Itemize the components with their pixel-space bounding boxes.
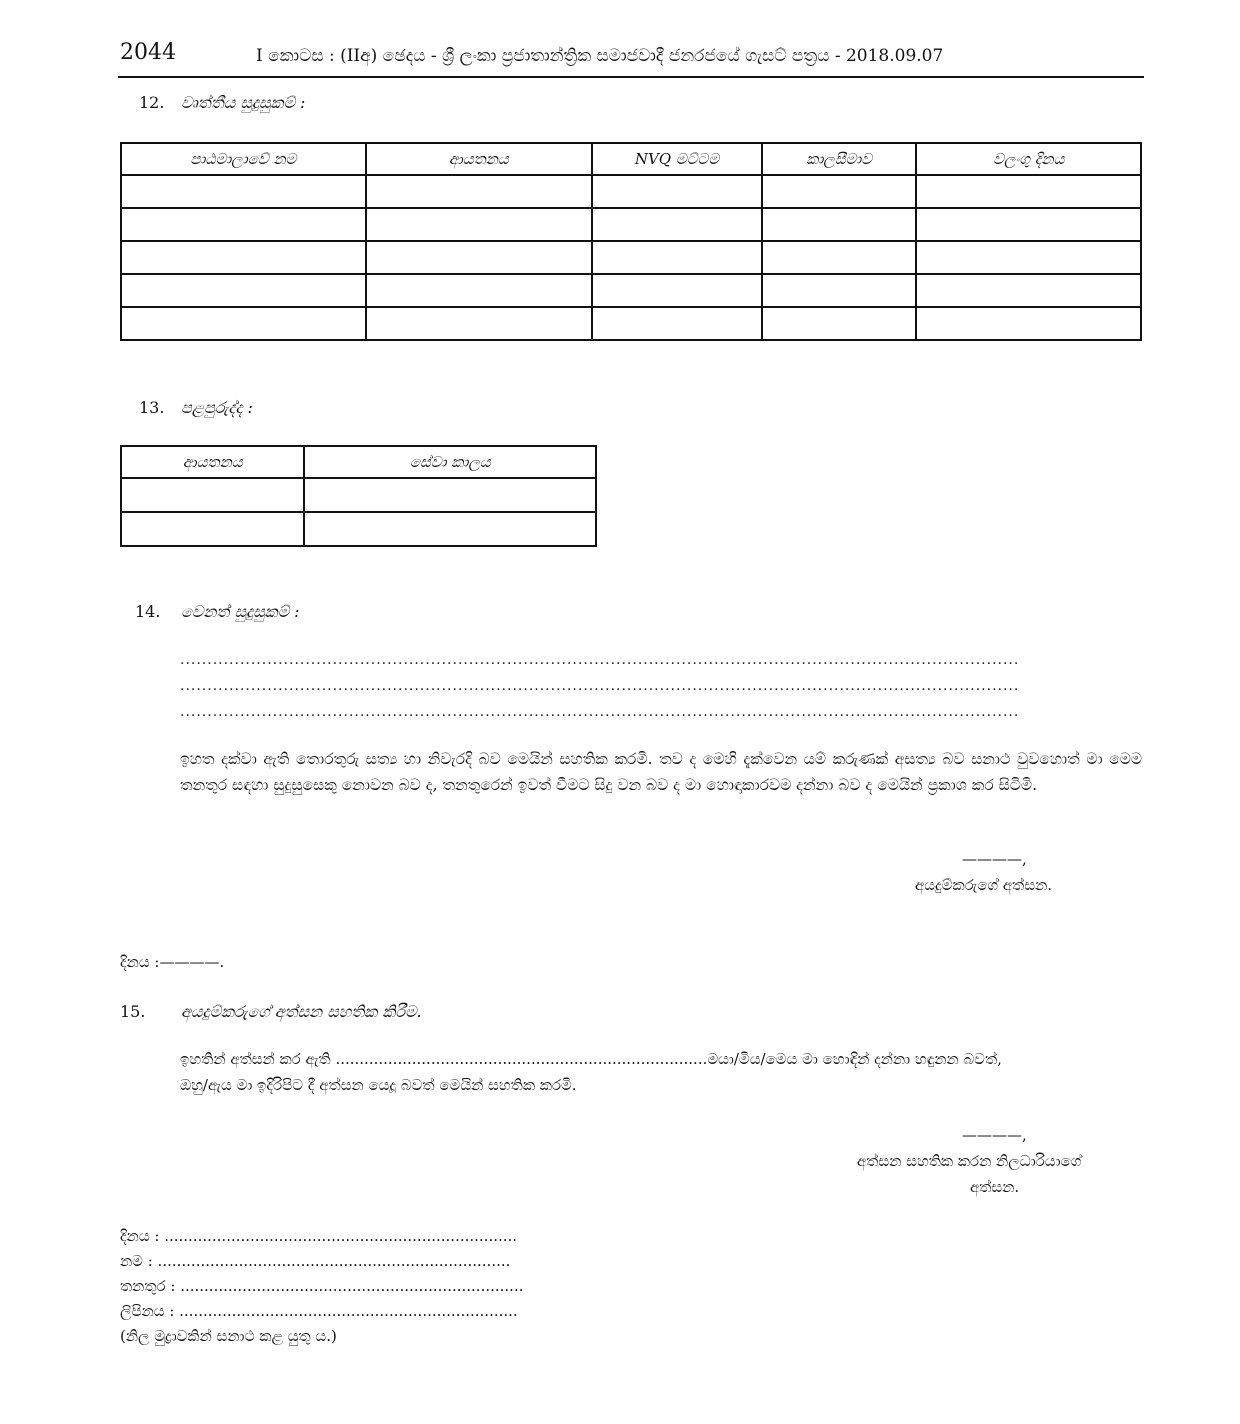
col-valid-date: වලංගු දිනය — [916, 143, 1141, 175]
table-cell[interactable] — [592, 274, 762, 307]
officer-designation-field[interactable]: තනතුර : ........................................................................ — [120, 1277, 524, 1295]
table-cell[interactable] — [121, 274, 366, 307]
section-14-title: වෙනත් සුදුසුකම් : — [181, 602, 300, 621]
table-cell[interactable] — [916, 274, 1141, 307]
declaration-paragraph: ඉහත දක්වා ඇති තොරතුරු සත්‍ය හා නිවැරදි බව මෙයින් සහතික කරමි. තව ද මෙහි දැක්වෙන යම් කරුණක් අසත්‍ය බව සනාථ වුවහොත් මා මෙම තනතුර සඳහා සුදුසුසෙකු නොවන බව ද, තනතුරෙන් ඉවත් වීමට සිදු වන බව ද මා හොඳාකාරවම දන්නා බව ද මෙයින් ප්‍රකාශ කර සිටිමි. — [180, 750, 1142, 794]
col-institution: ආයතනය — [121, 446, 304, 478]
table-cell[interactable] — [762, 175, 917, 208]
table-cell[interactable] — [121, 307, 366, 340]
table-cell[interactable] — [762, 241, 917, 274]
table-cell[interactable] — [366, 175, 593, 208]
table-cell[interactable] — [366, 274, 593, 307]
page-number: 2044 — [120, 40, 176, 65]
table-row — [121, 512, 596, 546]
table-cell[interactable] — [366, 307, 593, 340]
table-header-row — [121, 143, 1141, 175]
table-cell[interactable] — [762, 208, 917, 241]
section-12-title: වෘත්තීය සුදුසුකම් : — [181, 93, 306, 112]
table-cell[interactable] — [121, 512, 304, 546]
table-cell[interactable] — [121, 241, 366, 274]
col-service-period: සේවා කාලය — [304, 446, 596, 478]
table-row — [121, 208, 1141, 241]
col-nvq-level: NVQ මට්ටම — [592, 143, 762, 175]
col-course-name: පාඨමාලාවේ නම — [121, 143, 366, 175]
col-duration: කාලසීමාව — [762, 143, 917, 175]
table-cell[interactable] — [366, 208, 593, 241]
table-cell[interactable] — [916, 241, 1141, 274]
officer-name-field[interactable]: නම : .......................................................................... — [120, 1252, 511, 1270]
section-13-number: 13. — [139, 398, 165, 417]
table-cell[interactable] — [304, 478, 596, 512]
table-cell[interactable] — [762, 307, 917, 340]
table-row — [121, 175, 1141, 208]
applicant-signature-line[interactable]: ————, — [962, 850, 1027, 868]
gazette-header-title: I කොටස : (IIඅ) ඡෙදය - ශ්‍රී ලංකා ප්‍රජාතාන්ත්‍රික සමාජවාදී ජනරජයේ ගැසට් පත්‍රය - 2018.09.07 — [256, 46, 944, 66]
table-cell[interactable] — [592, 175, 762, 208]
section-12-number: 12. — [139, 93, 165, 112]
certification-line-1: ඉහතින් අත්සන් කර ඇති ..............................................................................මයා/මිය/මෙය මා හොඳින් දන්නා හඳුනන බවත්, — [180, 1050, 1002, 1068]
officer-signature-label-1: අත්සන සහතික කරන නිලධාරියාගේ — [857, 1152, 1082, 1170]
table-cell[interactable] — [121, 478, 304, 512]
table-cell[interactable] — [592, 307, 762, 340]
applicant-signature-label: අයදුම්කරුගේ අත්සන. — [915, 876, 1053, 894]
table-cell[interactable] — [304, 512, 596, 546]
other-qualifications-line-3[interactable]: .......................................................................................................................................................... — [180, 704, 1020, 720]
table-row — [121, 241, 1141, 274]
table-cell[interactable] — [916, 307, 1141, 340]
officer-signature-line[interactable]: ————, — [962, 1126, 1027, 1144]
col-institution: ආයතනය — [366, 143, 593, 175]
table-cell[interactable] — [762, 274, 917, 307]
table-row — [121, 274, 1141, 307]
section-13-title: පළපුරුද්ද : — [181, 398, 253, 417]
table-cell[interactable] — [121, 208, 366, 241]
officer-signature-label-2: අත්සන. — [970, 1178, 1020, 1196]
other-qualifications-line-1[interactable]: .......................................................................................................................................................... — [180, 652, 1020, 668]
officer-date-field[interactable]: දිනය : .......................................................................... — [120, 1227, 518, 1245]
table-cell[interactable] — [592, 241, 762, 274]
table-row — [121, 478, 596, 512]
section-15-number: 15. — [120, 1002, 146, 1021]
officer-address-field[interactable]: ලිපිනය : ....................................................................... — [120, 1302, 518, 1320]
table-cell[interactable] — [121, 175, 366, 208]
declaration-date-field[interactable]: දිනය :————. — [120, 953, 225, 971]
table-header-row — [121, 446, 596, 478]
table-cell[interactable] — [916, 175, 1141, 208]
experience-table — [120, 445, 597, 547]
table-row — [121, 307, 1141, 340]
table-cell[interactable] — [916, 208, 1141, 241]
header-divider — [118, 76, 1144, 78]
other-qualifications-line-2[interactable]: .......................................................................................................................................................... — [180, 678, 1020, 694]
table-cell[interactable] — [366, 241, 593, 274]
table-cell[interactable] — [592, 208, 762, 241]
section-15-title: අයදුම්කරුගේ අත්සන සහතික කිරීම. — [181, 1002, 422, 1021]
professional-qualifications-table — [120, 142, 1142, 341]
section-14-number: 14. — [135, 602, 161, 621]
official-seal-note: (නිල මුද්‍රාවකින් සනාථ කළ යුතු ය.) — [120, 1327, 337, 1345]
certification-line-2: ඔහු/ඇය මා ඉදිරිපිට දී අත්සන යෙදූ බවත් මෙයින් සහතික කරමි. — [180, 1076, 577, 1094]
